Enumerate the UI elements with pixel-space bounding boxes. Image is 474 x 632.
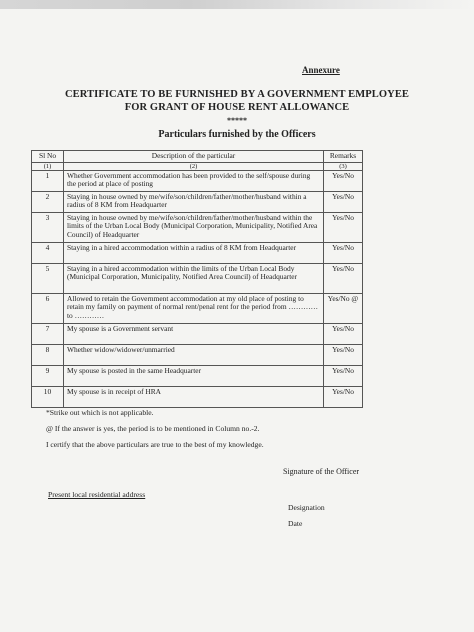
table-row [32,294,363,324]
row-remark: Yes/No @ [324,294,363,324]
row-description: Allowed to retain the Government accommodation at my old place of posting to retain my family on payment of normal rent/penal rent for the period from ………… to ………… [64,294,324,324]
row-sl: 8 [32,345,64,366]
table-row [32,324,363,345]
certificate-title-line-1: CERTIFICATE TO BE FURNISHED BY A GOVERNMENT EMPLOYEE [64,89,410,100]
row-sl: 3 [32,213,64,243]
signature-label: Signature of the Officer [283,467,360,476]
particulars-subtitle: Particulars furnished by the Officers [158,129,316,140]
row-remark: Yes/No [324,366,363,387]
row-remark: Yes/No [324,213,363,243]
stars-separator: ***** [227,116,247,125]
strike-out-note: *Strike out which is not applicable. [46,408,154,417]
row-remark: Yes/No [324,345,363,366]
table-row [32,213,363,243]
table-header-row [32,151,363,163]
annexure-label: Annexure [302,65,340,75]
table-row [32,171,363,192]
row-sl: 7 [32,324,64,345]
row-description: Whether Government accommodation has been provided to the self/spouse during the period at place of posting [64,171,324,192]
row-sl: 9 [32,366,64,387]
row-description: My spouse is a Government servant [64,324,324,345]
row-description: Staying in a hired accommodation within a radius of 8 KM from Headquarter [64,243,324,264]
row-description: My spouse is in receipt of HRA [64,387,324,408]
table-row [32,192,363,213]
row-remark: Yes/No [324,243,363,264]
header-sl-no: Sl No [32,151,64,163]
table-row [32,243,363,264]
column-number-3: (3) [324,163,363,171]
row-remark: Yes/No [324,264,363,294]
row-sl: 5 [32,264,64,294]
row-sl: 10 [32,387,64,408]
column-number-2: (2) [64,163,324,171]
column-number-1: (1) [32,163,64,171]
row-remark: Yes/No [324,171,363,192]
header-remarks: Remarks [324,151,363,163]
row-sl: 4 [32,243,64,264]
residential-address-label: Present local residential address [48,490,146,499]
period-note: @ If the answer is yes, the period is to be mentioned in Column no.-2. [46,424,260,433]
row-description: Staying in house owned by me/wife/son/children/father/mother/husband within the limits of the Urban Local Body (Municipal Corporation, Municipality, Notified Area Council) of Headquarter [64,213,324,243]
table-row [32,387,363,408]
table-row [32,345,363,366]
row-remark: Yes/No [324,387,363,408]
certificate-title-line-2: FOR GRANT OF HOUSE RENT ALLOWANCE [124,102,350,113]
column-number-row [32,163,363,171]
date-label: Date [288,519,303,528]
row-description: Whether widow/widower/unmarried [64,345,324,366]
designation-label: Designation [288,503,325,512]
row-description: Staying in a hired accommodation within the limits of the Urban Local Body (Municipal Corporation, Municipality, Notified Area Council) of Headquarter [64,264,324,294]
row-sl: 1 [32,171,64,192]
row-sl: 2 [32,192,64,213]
table-row [32,264,363,294]
table-row [32,366,363,387]
header-description: Description of the particular [64,151,324,163]
row-remark: Yes/No [324,324,363,345]
row-description: My spouse is posted in the same Headquarter [64,366,324,387]
row-remark: Yes/No [324,192,363,213]
row-description: Staying in house owned by me/wife/son/children/father/mother/husband within a radius of 8 KM from Headquarter [64,192,324,213]
row-sl: 6 [32,294,64,324]
certification-statement: I certify that the above particulars are true to the best of my knowledge. [46,440,264,449]
particulars-table [31,150,363,408]
scan-artifact-bar [0,0,474,9]
